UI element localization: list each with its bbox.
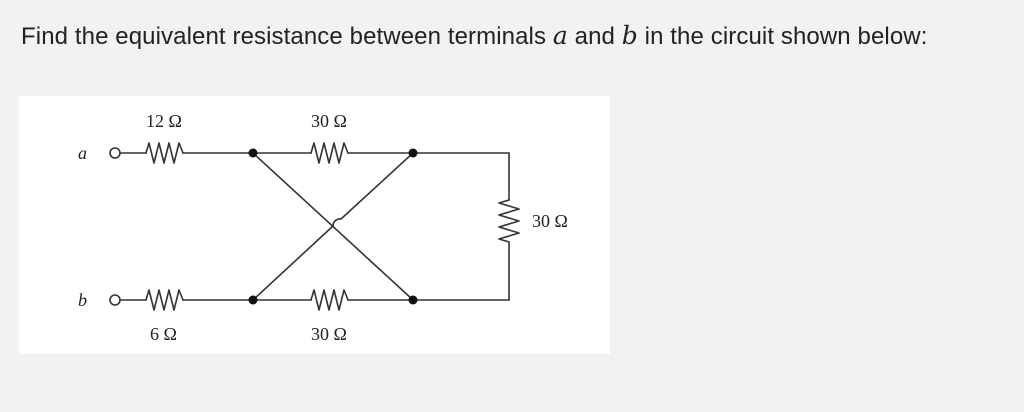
label-r12: 12 Ω: [146, 111, 182, 131]
terminal-a-var: a: [552, 21, 568, 50]
resistor-30-ohm-right: [499, 200, 519, 242]
label-r6: 6 Ω: [150, 324, 177, 344]
junction-dot: [409, 149, 418, 158]
terminal-b-label: b: [78, 290, 87, 310]
resistor-12-ohm: [146, 143, 183, 163]
label-r30-right: 30 Ω: [532, 211, 568, 231]
terminal-b-var: b: [621, 21, 638, 50]
resistor-30-ohm-bottom: [311, 290, 348, 310]
terminal-a-circle: [110, 148, 120, 158]
question-part2: and: [567, 23, 622, 50]
question-part3: in the circuit shown below:: [637, 23, 928, 50]
junction-dot: [409, 296, 418, 305]
terminal-a-label: a: [78, 143, 87, 163]
question-part1: Find the equivalent resistance between terminals: [21, 23, 553, 50]
junction-dot: [249, 149, 258, 158]
label-r30-bottom: 30 Ω: [311, 324, 347, 344]
label-r30-top: 30 Ω: [311, 111, 347, 131]
resistor-6-ohm: [146, 290, 183, 310]
resistor-30-ohm-top: [311, 143, 348, 163]
terminal-b-circle: [110, 295, 120, 305]
junction-dot: [249, 296, 258, 305]
